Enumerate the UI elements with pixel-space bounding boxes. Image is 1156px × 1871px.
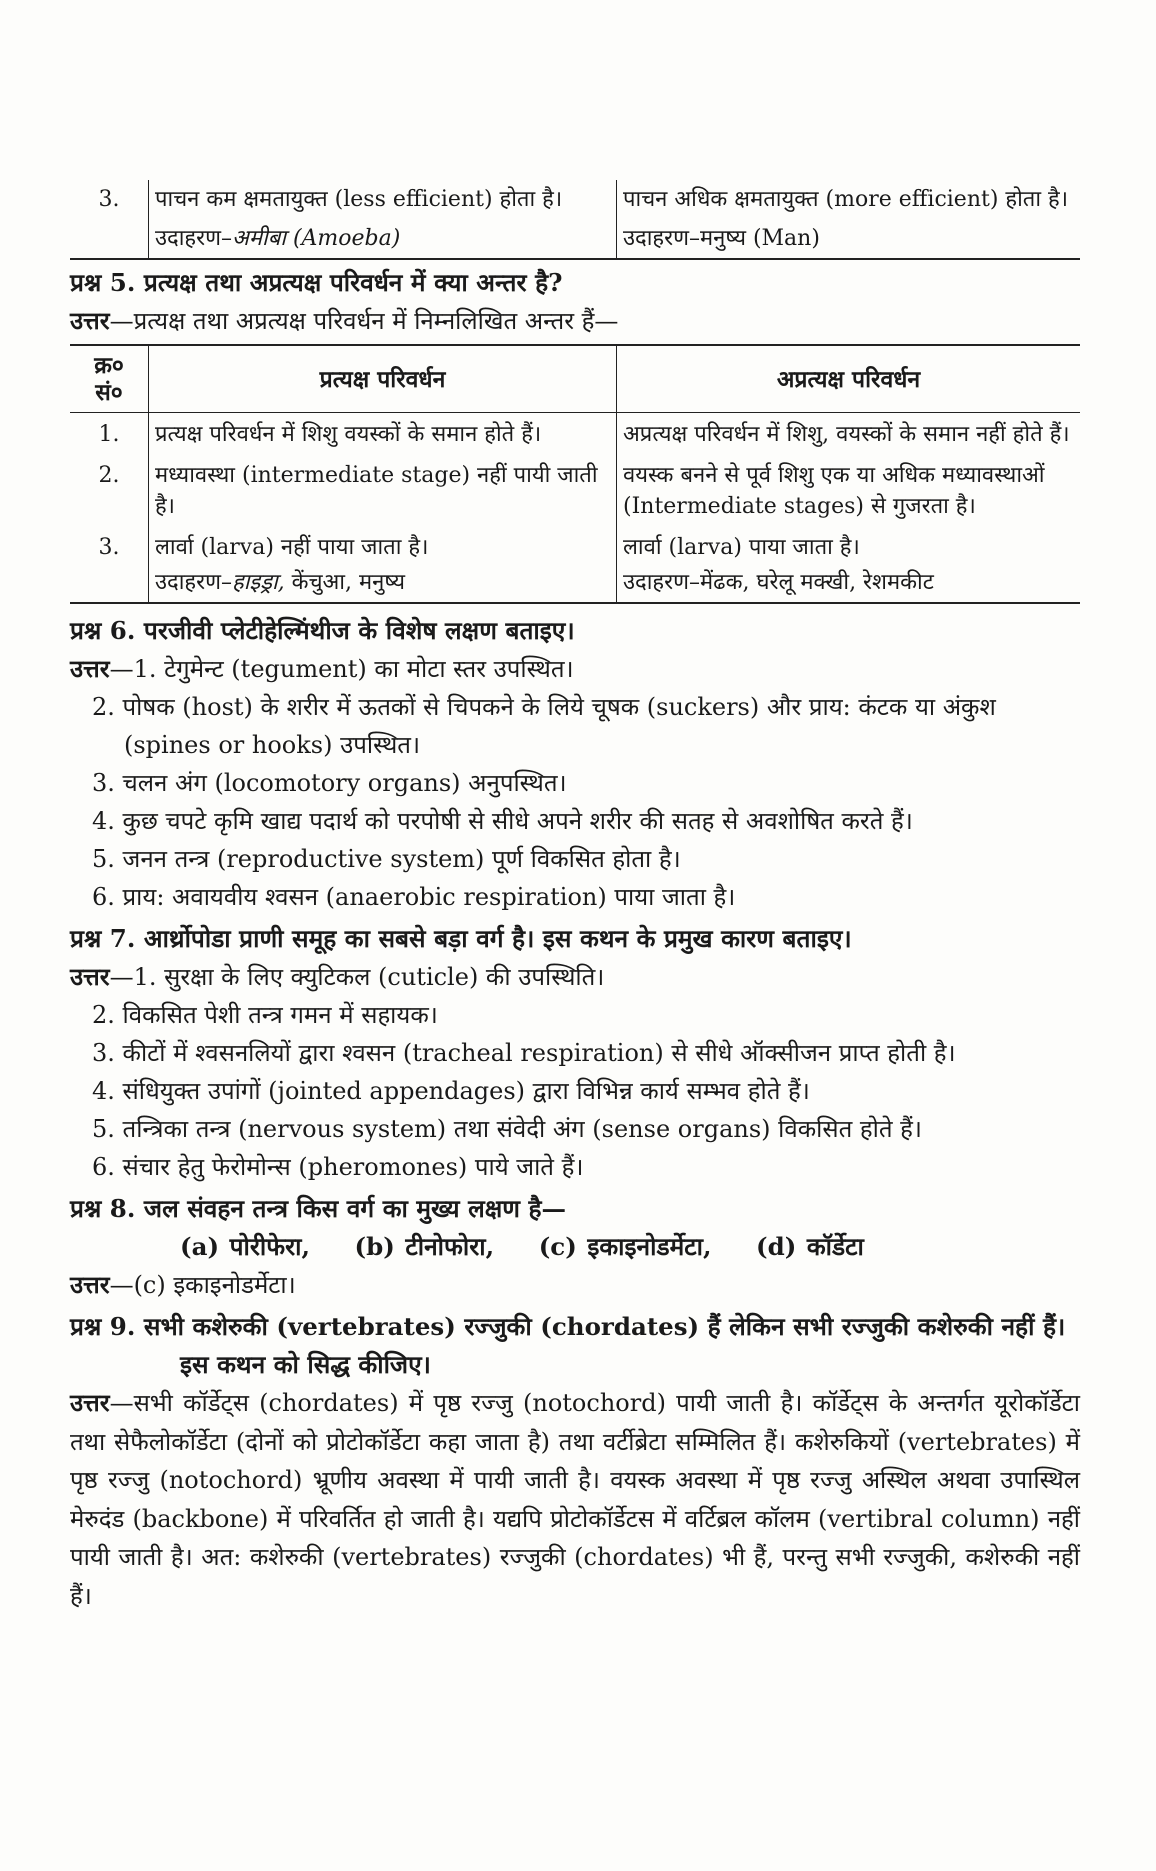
list-item: 5. जनन तन्त्र (reproductive system) पूर्ण विकसित होता है।: [92, 845, 681, 873]
answer-9: [70, 1384, 1080, 1615]
serial-number: 2.: [98, 463, 120, 488]
table-row: [70, 180, 1080, 219]
answer-label: उत्तर: [70, 962, 110, 991]
answer-label: उत्तर: [70, 654, 110, 683]
content: [70, 180, 1080, 1615]
option-b: (b) टीनोफोरा,: [354, 1232, 495, 1261]
answer-text: —प्रत्यक्ष तथा अप्रत्यक्ष परिवर्धन में निम्नलिखित अन्तर हैं—: [109, 307, 619, 335]
list-item: 3. कीटों में श्वसनलियों द्वारा श्वसन (tracheal respiration) से सीधे ऑक्सीजन प्राप्त होती है।: [92, 1039, 956, 1067]
table-cell: प्रत्यक्ष परिवर्धन में शिशु वयस्कों के समान होते हैं।: [149, 413, 617, 455]
list-item: 6. प्राय: अवायवीय श्वसन (anaerobic respiration) पाया जाता है।: [92, 883, 736, 911]
question-7: प्रश्न 7. आर्थ्रोपोडा प्राणी समूह का सबसे बड़ा वर्ग है। इस कथन के प्रमुख कारण बताइए।: [70, 924, 852, 953]
answer-6: [70, 650, 1080, 688]
table-cell: अप्रत्यक्ष परिवर्धन में शिशु, वयस्कों के समान नहीं होते हैं।: [617, 413, 1081, 455]
table-cell: लार्वा (larva) नहीं पाया जाता है।: [149, 526, 617, 567]
answer-text: —सभी कॉर्डेट्स (chordates) में पृष्ठ रज्जु (notochord) पायी जाती है। कॉर्डेट्स के अन्तर्गत यूरोकॉर्डेटा तथा सेफैलोकॉर्डेटा (दोनों को प्रोटोकॉर्डेटा कहा जाता है) तथा वर्टीब्रेटा सम्मिलित हैं। कशेरुकियों (vertebrates) में पृष्ठ रज्जु (notochord) भ्रूणीय अवस्था में पायी जाती है। वयस्क अवस्था में पृष्ठ रज्जु अस्थिल अथवा उपास्थिल मेरुदंड (backbone) में परिवर्तित हो जाती है। यद्यपि प्रोटोकॉर्डेटस में वर्टिब्रल कॉलम (vertibral column) नहीं पायी जाती है। अत: कशेरुकी (vertebrates) रज्जुकी (chordates) भी हैं, परन्तु सभी रज्जुकी, कशेरुकी नहीं हैं।: [70, 1389, 1080, 1610]
list-item: 3. चलन अंग (locomotory organs) अनुपस्थित।: [92, 769, 567, 797]
answer-text: —1. टेगुमेन्ट (tegument) का मोटा स्तर उपस्थित।: [109, 655, 574, 683]
table-row: [70, 413, 1080, 455]
table-row-example: [70, 219, 1080, 259]
list-item: 2. पोषक (host) के शरीर में ऊतकों से चिपकने के लिये चूषक (suckers) और प्राय: कंटक या अंकुश (spines or hooks) उपस्थित।: [92, 693, 996, 759]
table-cell: उदाहरण–हाइड्रा, केंचुआ, मनुष्य: [149, 567, 617, 603]
table-row: [70, 454, 1080, 526]
example-text: अमीबा (Amoeba): [232, 226, 401, 251]
list-item: 2. विकसित पेशी तन्त्र गमन में सहायक।: [92, 1001, 438, 1029]
option-c: (c) इकाइनोडर्मेटा,: [538, 1232, 712, 1261]
table-cell: उदाहरण–मेंढक, घरेलू मक्खी, रेशमकीट: [617, 567, 1081, 603]
answer-label: उत्तर: [70, 306, 110, 335]
serial-number: 3.: [98, 187, 120, 212]
serial-number: 1.: [98, 422, 120, 447]
answer-5: [70, 302, 1080, 340]
comparison-table-continued: [70, 180, 1080, 260]
table-cell: [149, 219, 617, 259]
column-header-serial: क्र० सं०: [70, 345, 149, 413]
development-comparison-table: [70, 344, 1080, 604]
column-header-indirect: अप्रत्यक्ष परिवर्धन: [617, 345, 1081, 413]
answer-options: [70, 1228, 1080, 1266]
serial-number: 3.: [98, 535, 120, 560]
answer-6-points: [92, 688, 1080, 916]
option-d: (d) कॉर्डेटा: [756, 1232, 864, 1261]
table-cell: वयस्क बनने से पूर्व शिशु एक या अधिक मध्यावस्थाओं (Intermediate stages) से गुजरता है।: [617, 454, 1081, 526]
table-row: [70, 526, 1080, 567]
example-prefix: उदाहरण–: [155, 226, 233, 251]
answer-label: उत्तर: [70, 1388, 110, 1417]
table-cell: मध्यावस्था (intermediate stage) नहीं पायी जाती है।: [149, 454, 617, 526]
answer-8: [70, 1266, 1080, 1304]
list-item: 5. तन्त्रिका तन्त्र (nervous system) तथा संवेदी अंग (sense organs) विकसित होते हैं।: [92, 1115, 922, 1143]
table-cell: उदाहरण–मनुष्य (Man): [617, 219, 1081, 259]
table-cell: पाचन कम क्षमतायुक्त (less efficient) होता है।: [149, 180, 617, 219]
answer-7-points: [92, 996, 1080, 1186]
table-row-example: [70, 567, 1080, 603]
column-header-direct: प्रत्यक्ष परिवर्धन: [149, 345, 617, 413]
answer-text: —1. सुरक्षा के लिए क्युटिकल (cuticle) की उपस्थिति।: [109, 963, 605, 991]
answer-label: उत्तर: [70, 1270, 110, 1299]
table-header-row: [70, 345, 1080, 413]
list-item: 4. कुछ चपटे कृमि खाद्य पदार्थ को परपोषी से सीधे अपने शरीर की सतह से अवशोषित करते हैं।: [92, 807, 913, 835]
question-5: प्रश्न 5. प्रत्यक्ष तथा अप्रत्यक्ष परिवर्धन में क्या अन्तर है?: [70, 268, 563, 297]
question-6: प्रश्न 6. परजीवी प्लेटीहेल्मिंथीज के विशेष लक्षण बताइए।: [70, 616, 575, 645]
table-cell: पाचन अधिक क्षमतायुक्त (more efficient) होता है।: [617, 180, 1081, 219]
list-item: 6. संचार हेतु फेरोमोन्स (pheromones) पाये जाते हैं।: [92, 1153, 584, 1181]
question-8: प्रश्न 8. जल संवहन तन्त्र किस वर्ग का मुख्य लक्षण है—: [70, 1194, 567, 1223]
option-a: (a) पोरीफेरा,: [180, 1232, 311, 1261]
answer-text: —(c) इकाइनोडर्मेटा।: [109, 1271, 296, 1299]
table-cell: लार्वा (larva) पाया जाता है।: [617, 526, 1081, 567]
list-item: 4. संधियुक्त उपांगों (jointed appendages) द्वारा विभिन्न कार्य सम्भव होते हैं।: [92, 1077, 810, 1105]
question-9: प्रश्न 9. सभी कशेरुकी (vertebrates) रज्जुकी (chordates) हैं लेकिन सभी रज्जुकी कशेरुकी नहीं हैं। इस कथन को सिद्ध कीजिए।: [70, 1312, 1066, 1379]
answer-7: [70, 958, 1080, 996]
